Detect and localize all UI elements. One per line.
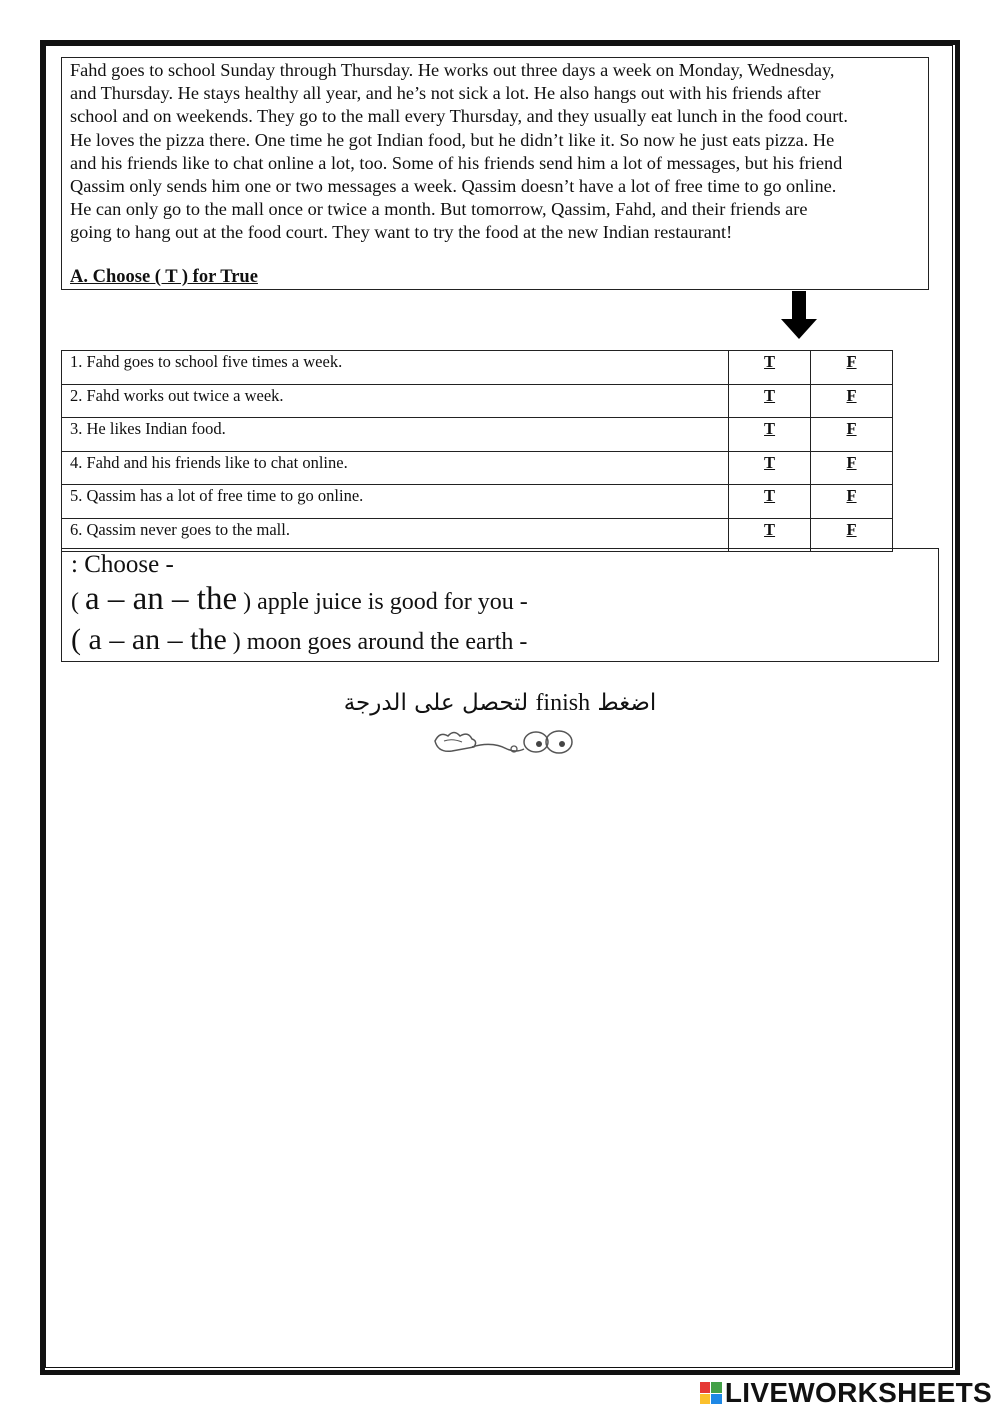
paren-open: ( — [71, 623, 89, 656]
true-option[interactable]: T — [729, 351, 811, 385]
table-row — [62, 351, 893, 385]
question-text: 4. Fahd and his friends like to chat online. — [62, 451, 729, 485]
logo-mark-icon — [700, 1382, 722, 1404]
sentence-rest: apple juice is good for you - — [251, 589, 528, 615]
section-a-title: A. Choose ( T ) for True — [70, 267, 258, 287]
reading-passage-box — [61, 57, 929, 290]
liveworksheets-logo[interactable] — [700, 1376, 992, 1410]
passage-line: and his friends like to chat online a lot, too. Some of his friends send him a lot of messages, but his friend — [70, 152, 843, 173]
paren-open: ( — [71, 589, 85, 615]
paren-close: ) — [226, 629, 241, 655]
choose-item — [71, 621, 938, 661]
passage-line: Fahd goes to school Sunday through Thursday. He works out three days a week on Monday, Wednesday, — [70, 60, 835, 80]
question-text: 6. Qassim never goes to the mall. — [62, 518, 729, 552]
choose-section-box — [61, 548, 939, 662]
down-arrow-icon — [779, 291, 819, 341]
question-text: 2. Fahd works out twice a week. — [62, 384, 729, 418]
logo-text: LIVEWORKSHEETS — [724, 1377, 992, 1408]
passage-line: Qassim only sends him one or two messages a week. Qassim doesn’t have a lot of free time to go online. — [70, 176, 837, 197]
false-option[interactable]: F — [811, 418, 893, 452]
question-text: 3. He likes Indian food. — [62, 418, 729, 452]
true-option[interactable]: T — [729, 418, 811, 452]
table-row — [62, 451, 893, 485]
finish-instruction-before: اضغط — [590, 690, 657, 716]
table-row — [62, 418, 893, 452]
true-option[interactable]: T — [729, 384, 811, 418]
reading-passage — [70, 58, 928, 245]
true-option[interactable]: T — [729, 485, 811, 519]
peeking-face-icon — [432, 727, 577, 759]
finish-instruction-after: لتحصل على الدرجة — [343, 690, 536, 716]
finish-word: finish — [535, 690, 591, 716]
table-row — [62, 485, 893, 519]
passage-line: and Thursday. He stays healthy all year, and he’s not sick a lot. He also hangs out with his friends after — [70, 83, 821, 104]
false-option[interactable]: F — [811, 351, 893, 385]
finish-instruction — [300, 690, 700, 717]
false-option[interactable]: F — [811, 518, 893, 552]
question-text: 5. Qassim has a lot of free time to go online. — [62, 485, 729, 519]
passage-line: He can only go to the mall once or twice a month. But tomorrow, Qassim, Fahd, and their friends are — [70, 199, 808, 220]
article-options-dropdown[interactable]: a – an – the — [88, 623, 227, 656]
false-option[interactable]: F — [811, 384, 893, 418]
choose-section-title: : Choose - — [71, 551, 174, 578]
paren-close: ) — [237, 589, 252, 615]
true-option[interactable]: T — [729, 451, 811, 485]
table-row — [62, 384, 893, 418]
table-row — [62, 518, 893, 552]
passage-line: school and on weekends. They go to the mall every Thursday, and they usually eat lunch in the food court. — [70, 106, 848, 127]
article-options-dropdown[interactable]: a – an – the — [85, 581, 238, 617]
passage-line: He loves the pizza there. One time he got Indian food, but he didn’t like it. So now he just eats pizza. He — [70, 129, 835, 150]
true-option[interactable]: T — [729, 518, 811, 552]
true-false-table — [61, 350, 893, 552]
choose-item — [71, 580, 938, 621]
question-text: 1. Fahd goes to school five times a week. — [62, 351, 729, 385]
passage-line: going to hang out at the food court. They want to try the food at the new Indian restaurant! — [70, 222, 733, 243]
sentence-rest: moon goes around the earth - — [240, 629, 528, 655]
false-option[interactable]: F — [811, 451, 893, 485]
false-option[interactable]: F — [811, 485, 893, 519]
